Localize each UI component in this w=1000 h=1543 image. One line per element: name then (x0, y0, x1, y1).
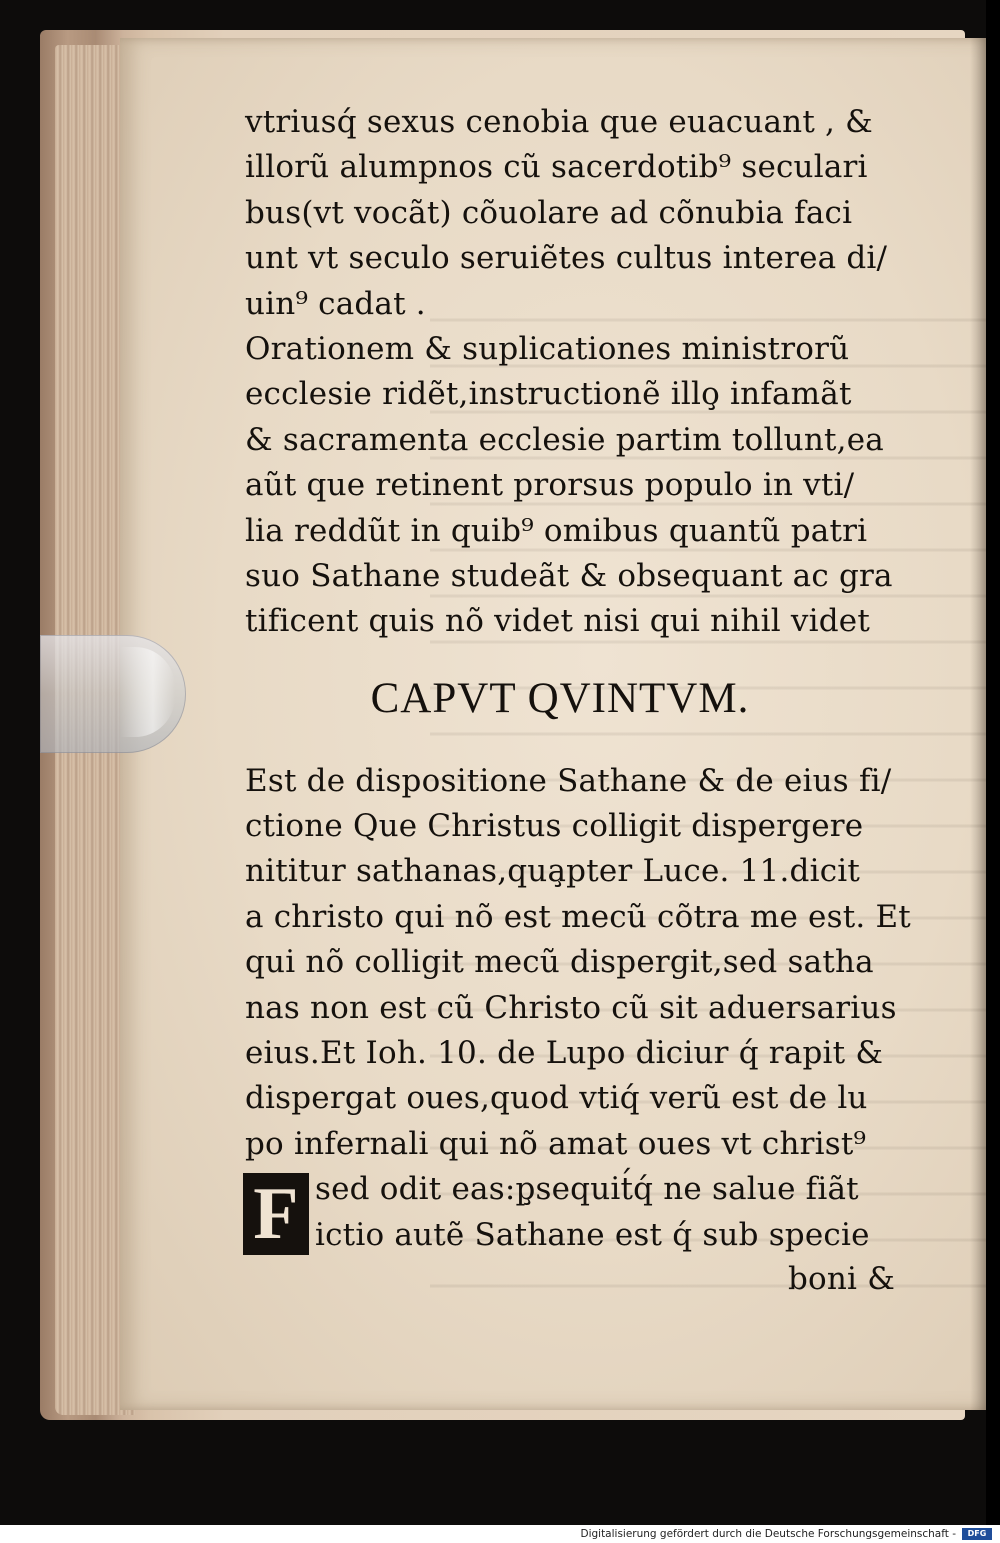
text-line: & sacramenta ecclesie partim tollunt,ea (245, 421, 884, 458)
text-line: aũt que retinent prorsus populo in vti/ (245, 467, 855, 504)
text-line: illorũ alumpnos cũ sacerdotib⁹ seculari (245, 149, 868, 186)
text-line: tificent quis nõ videt nisi qui nihil videt (245, 603, 870, 640)
text-line: ecclesie ridẽt,instructionẽ illo̧ infamãt (245, 376, 852, 413)
text-line: Orationem & suplicationes ministrorũ (245, 330, 850, 367)
funding-credit: Digitalisierung gefördert durch die Deutsche Forschungsgemeinschaft - (580, 1528, 956, 1540)
chapter-heading: CAPVT QVINTVM. (370, 674, 750, 722)
text-line: unt vt seculo seruiẽtes cultus interea di/ (245, 240, 888, 277)
catchword: boni & (787, 1260, 895, 1297)
text-line: dispergat oues,quod vtiq́ verũ est de lu (245, 1080, 868, 1117)
bookmark-tab (40, 635, 186, 753)
bookmark-tab-shine (120, 647, 175, 737)
text-line: vtriusq́ sexus cenobia que euacuant , & (245, 104, 873, 140)
text-line: nititur sathanas,qua̧pter Luce. 11.dicit (245, 853, 861, 890)
text-line: ictio autẽ Sathane est q́ sub specie (315, 1216, 870, 1253)
scan-border (986, 0, 1000, 1525)
text-line: suo Sathane studeãt & obsequant ac gra (245, 557, 893, 594)
text-line: bus(vt vocãt) cõuolare ad cõnubia faci (245, 194, 853, 231)
initial-paragraph (245, 1167, 945, 1258)
text-line: nas non est cũ Christo cũ sit aduersarius (245, 989, 897, 1026)
text-line: a christo qui nõ est mecũ cõtra me est. Et (245, 898, 911, 935)
text-line: lia reddũt in quib⁹ omibus quantũ patri (245, 512, 868, 549)
text-line: ctione Que Christus colligit dispergere (245, 808, 864, 845)
page-text (245, 100, 945, 1300)
text-line: po infernali qui nõ amat oues vt christ⁹ (245, 1125, 867, 1162)
text-line: uin⁹ cadat . (245, 285, 426, 322)
decorated-initial: F (243, 1173, 309, 1255)
footer-bar (0, 1525, 1000, 1543)
text-line: eius.Et Ioh. 10. de Lupo diciur q́ rapit & (245, 1035, 884, 1072)
text-line: Est de dispositione Sathane & de eius fi/ (245, 762, 892, 799)
text-line: sed odit eas:p̧sequit́q́ ne salue fiãt (315, 1171, 859, 1208)
dfg-logo: DFG (962, 1528, 992, 1540)
text-line: qui nõ colligit mecũ dispergit,sed satha (245, 944, 874, 981)
